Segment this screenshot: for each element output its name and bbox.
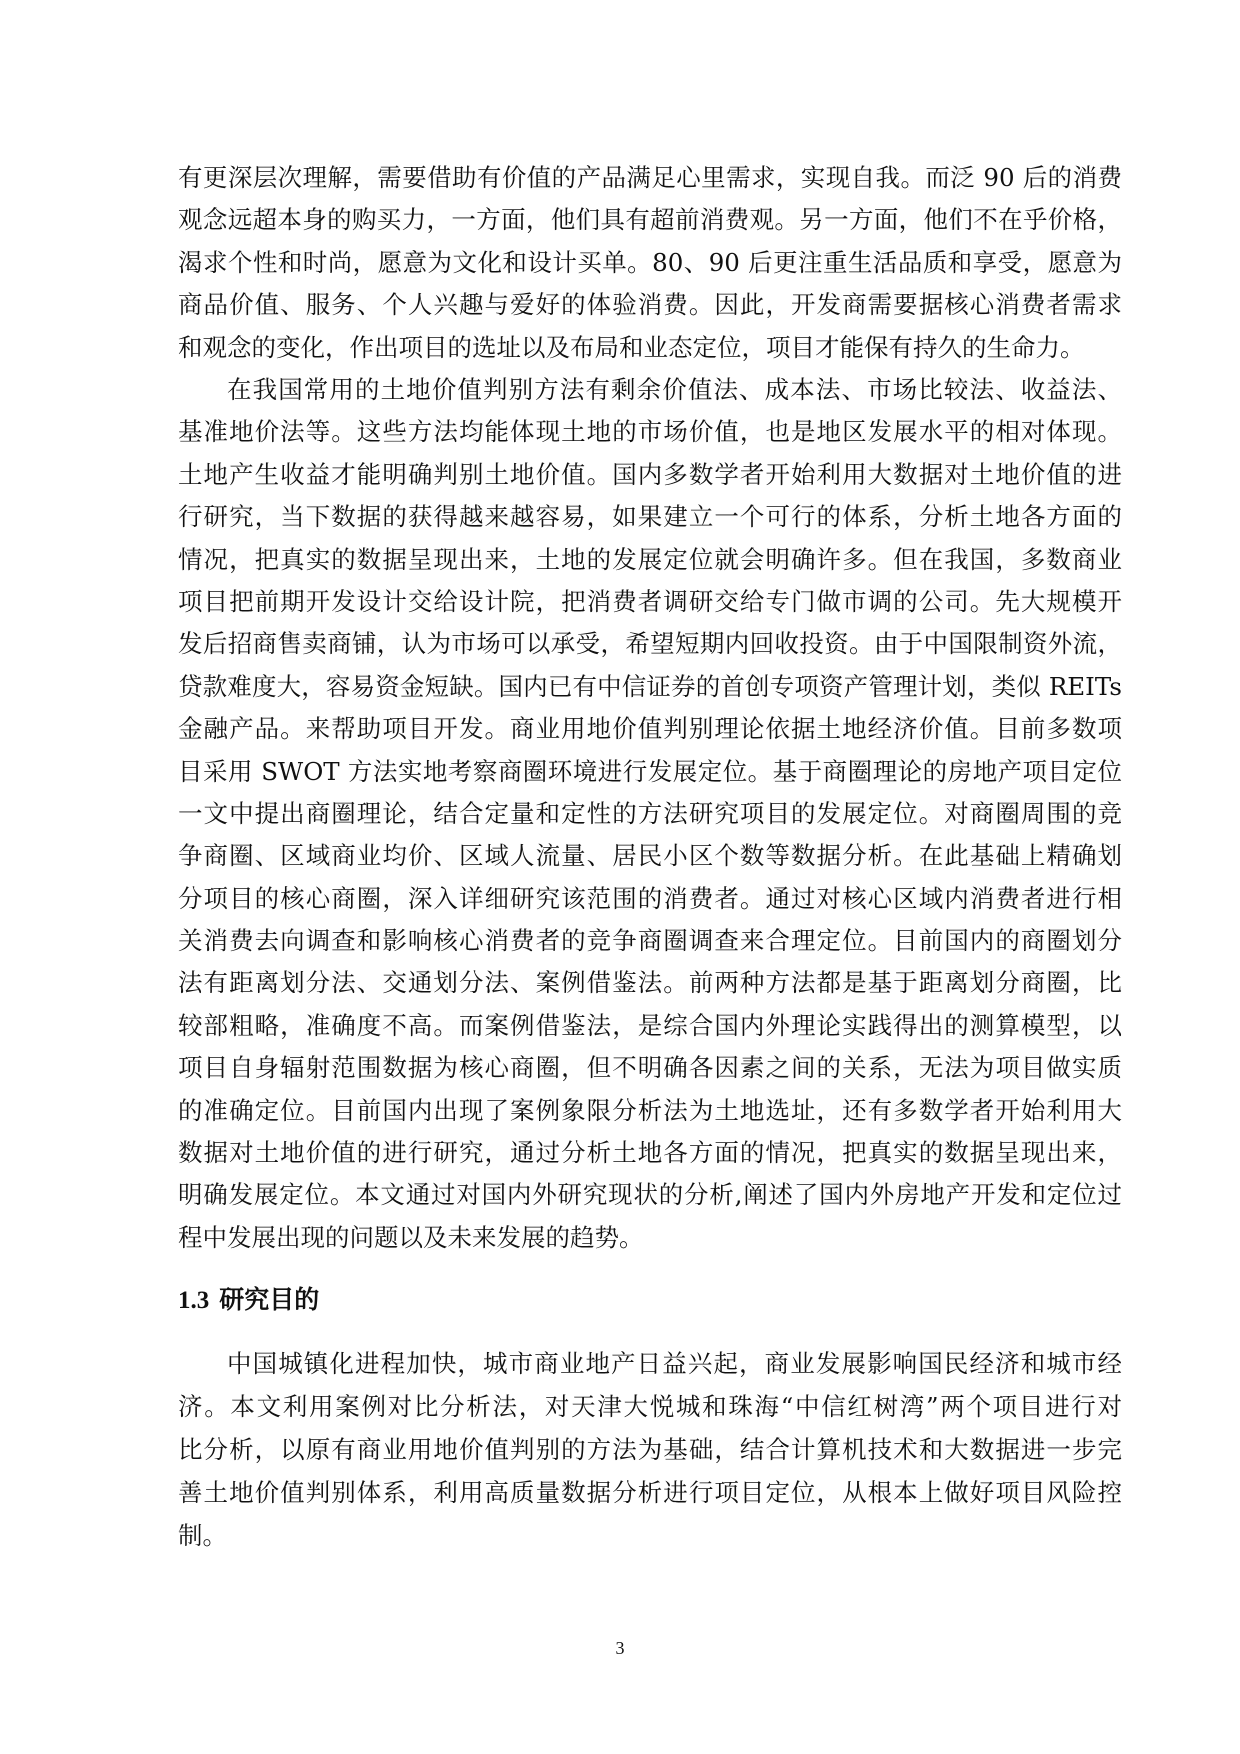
text-line: 项目自身辐射范围数据为核心商圈，但不明确各因素之间的关系，无法为项目做实质 — [178, 1053, 1122, 1083]
text-line: 土地产生收益才能明确判别土地价值。国内多数学者开始利用大数据对土地价值的进 — [178, 459, 1122, 489]
text-line: 分项目的核心商圈，深入详细研究该范围的消费者。通过对核心区域内消费者进行相 — [178, 883, 1122, 913]
paragraph-land-valuation-methods — [178, 369, 1122, 1259]
text-line: 争商圈、区域商业均价、区域人流量、居民小区个数等数据分析。在此基础上精确划 — [178, 841, 1122, 871]
paragraph-consumer-trends — [178, 157, 1122, 369]
text-line: 行研究，当下数据的获得越来越容易，如果建立一个可行的体系，分析土地各方面的 — [178, 502, 1122, 532]
text-line: 观念远超本身的购买力，一方面，他们具有超前消费观。另一方面，他们不在乎价格， — [178, 205, 1122, 235]
text-line: 项目把前期开发设计交给设计院，把消费者调研交给专门做市调的公司。先大规模开 — [178, 586, 1122, 616]
text-line: 金融产品。来帮助项目开发。商业用地价值判别理论依据土地经济价值。目前多数项 — [178, 714, 1122, 744]
text-line: 数据对土地价值的进行研究，通过分析土地各方面的情况，把真实的数据呈现出来， — [178, 1138, 1122, 1168]
text-line: 关消费去向调查和影响核心消费者的竞争商圈调查来合理定位。目前国内的商圈划分 — [178, 926, 1122, 956]
paragraph-research-purpose — [178, 1342, 1122, 1557]
text-line: 济。本文利用案例对比分析法，对天津大悦城和珠海“中信红树湾”两个项目进行对 — [178, 1392, 1122, 1421]
text-line: 渴求个性和时尚，愿意为文化和设计买单。80、90 后更注重生活品质和享受，愿意为 — [178, 247, 1122, 277]
text-line: 程中发展出现的问题以及未来发展的趋势。 — [178, 1222, 644, 1252]
text-line: 目采用 SWOT 方法实地考察商圈环境进行发展定位。基于商圈理论的房地产项目定位 — [178, 756, 1122, 786]
section-number: 1.3 — [178, 1287, 210, 1314]
text-line: 善土地价值判别体系，利用高质量数据分析进行项目定位，从根本上做好项目风险控 — [178, 1478, 1122, 1507]
text-line: 一文中提出商圈理论，结合定量和定性的方法研究项目的发展定位。对商圈周围的竞 — [178, 798, 1122, 828]
text-line: 制。 — [178, 1521, 227, 1550]
section-title: 研究目的 — [219, 1287, 320, 1314]
text-line: 情况，把真实的数据呈现出来，土地的发展定位就会明确许多。但在我国，多数商业 — [178, 544, 1122, 574]
text-line: 的准确定位。目前国内出现了案例象限分析法为土地选址，还有多数学者开始利用大 — [178, 1095, 1122, 1125]
text-line: 比分析，以原有商业用地价值判别的方法为基础，结合计算机技术和大数据进一步完 — [178, 1435, 1122, 1464]
text-line: 贷款难度大，容易资金短缺。国内已有中信证券的首创专项资产管理计划，类似 REITs — [178, 671, 1122, 701]
text-line: 明确发展定位。本文通过对国内外研究现状的分析,阐述了国内外房地产开发和定位过 — [178, 1180, 1122, 1210]
text-line: 有更深层次理解，需要借助有价值的产品满足心里需求，实现自我。而泛 90 后的消费 — [178, 163, 1122, 192]
page-number: 3 — [615, 1638, 625, 1658]
text-line: 发后招商售卖商铺，认为市场可以承受，希望短期内回收投资。由于中国限制资外流， — [178, 629, 1122, 659]
text-line: 中国城镇化进程加快，城市商业地产日益兴起，商业发展影响国民经济和城市经 — [227, 1349, 1122, 1378]
section-heading — [178, 1280, 319, 1316]
text-line: 和观念的变化，作出项目的选址以及布局和业态定位，项目才能保有持久的生命力。 — [178, 332, 1085, 362]
text-line: 在我国常用的土地价值判别方法有剩余价值法、成本法、市场比较法、收益法、 — [227, 375, 1122, 404]
text-line: 法有距离划分法、交通划分法、案例借鉴法。前两种方法都是基于距离划分商圈，比 — [178, 968, 1122, 998]
text-line: 较部粗略，准确度不高。而案例借鉴法，是综合国内外理论实践得出的测算模型，以 — [178, 1010, 1122, 1040]
text-line: 基准地价法等。这些方法均能体现土地的市场价值，也是地区发展水平的相对体现。 — [178, 417, 1122, 447]
text-line: 商品价值、服务、个人兴趣与爱好的体验消费。因此，开发商需要据核心消费者需求 — [178, 290, 1122, 320]
